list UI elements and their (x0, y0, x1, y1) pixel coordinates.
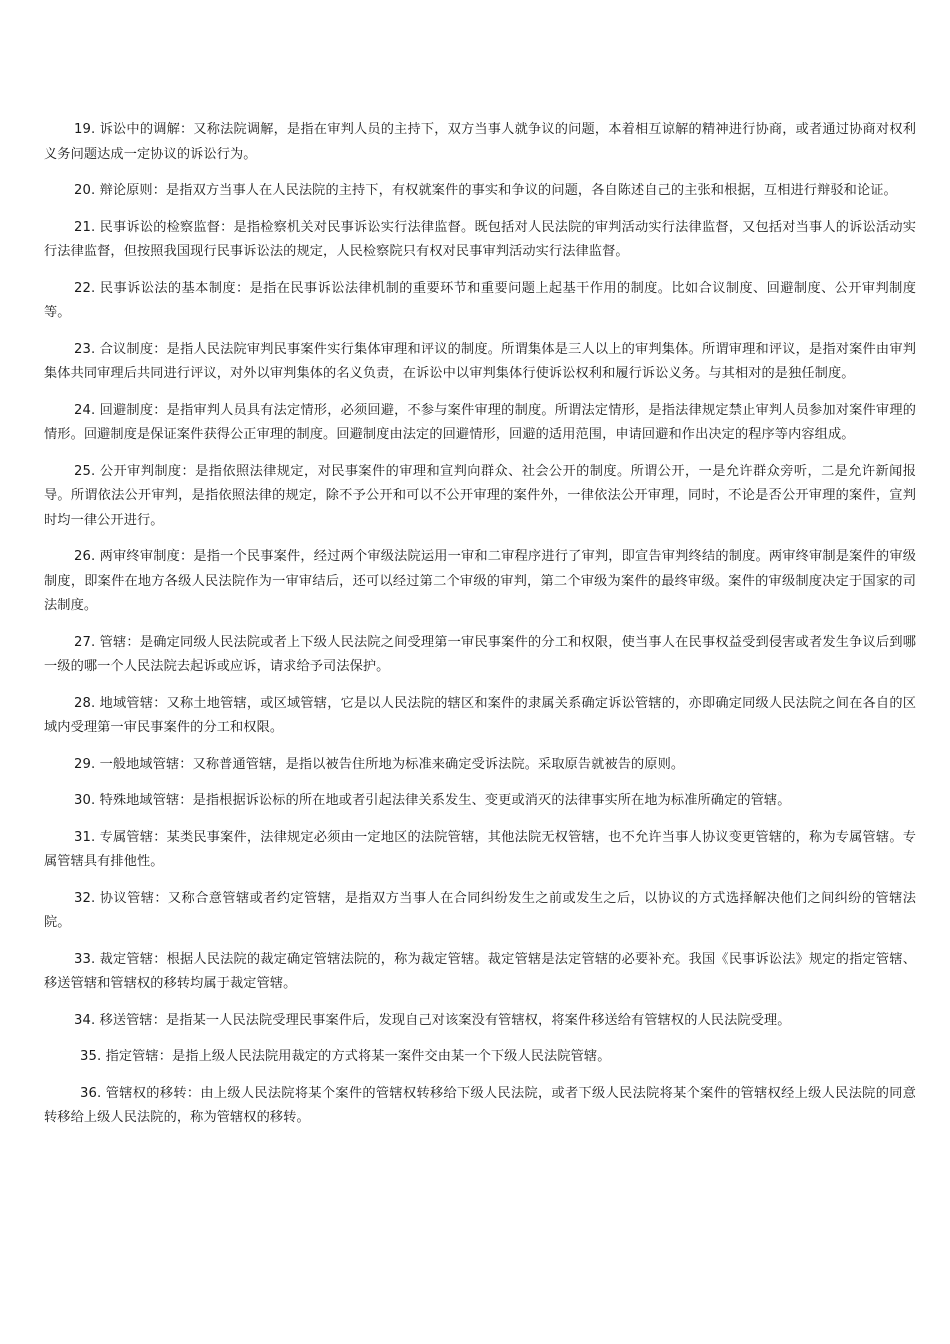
paragraph-34: 34. 移送管辖：是指某一人民法院受理民事案件后，发现自己对该案没有管辖权，将案件移送给有管辖权的人民法院受理。 (74, 1012, 791, 1028)
paragraph-22: 22. 民事诉讼法的基本制度：是指在民事诉讼法律机制的重要环节和重要问题上起基干作用的制度。比如合议制度、回避制度、公开审判制度等。 (44, 280, 916, 320)
paragraph-27: 27. 管辖：是确定同级人民法院或者上下级人民法院之间受理第一审民事案件的分工和权限，使当事人在民事权益受到侵害或者发生争议后到哪一级的哪一个人民法院去起诉或应诉，请求给予司法保护。 (44, 634, 916, 674)
paragraph-35: 35. 指定管辖：是指上级人民法院用裁定的方式将某一案件交由某一个下级人民法院管辖。 (80, 1049, 611, 1064)
paragraph-28: 28. 地域管辖：又称土地管辖，或区域管辖，它是以人民法院的辖区和案件的隶属关系确定诉讼管辖的，亦即确定同级人民法院之间在各自的区域内受理第一审民事案件的分工和权限。 (44, 695, 916, 735)
paragraph-36: 36. 管辖权的移转：由上级人民法院将某个案件的管辖权转移给下级人民法院，或者下级人民法院将某个案件的管辖权经上级人民法院的同意转移给上级人民法院的，称为管辖权的移转。 (44, 1085, 916, 1125)
paragraph-20: 20. 辩论原则：是指双方当事人在人民法院的主持下，有权就案件的事实和争议的问题，各自陈述自己的主张和根据，互相进行辩驳和论证。 (74, 183, 897, 198)
paragraph-26: 26. 两审终审制度：是指一个民事案件，经过两个审级法院运用一审和二审程序进行了审判，即宣告审判终结的制度。两审终审制是案件的审级制度，即案件在地方各级人民法院作为一审审结后，还可以经过第二个审级的审判，第二个审级为案件的最终审级。案件的审级制度决定于国家的司法制度。 (44, 549, 916, 613)
paragraph-29: 29. 一般地域管辖：又称普通管辖，是指以被告住所地为标准来确定受诉法院。采取原告就被告的原则。 (74, 756, 685, 772)
paragraph-31: 31. 专属管辖：某类民事案件，法律规定必须由一定地区的法院管辖，其他法院无权管辖，也不允许当事人协议变更管辖的，称为专属管辖。专属管辖具有排他性。 (44, 829, 916, 869)
paragraph-30: 30. 特殊地域管辖：是指根据诉讼标的所在地或者引起法律关系发生、变更或消灭的法律事实所在地为标准所确定的管辖。 (74, 793, 791, 808)
paragraph-24: 24. 回避制度：是指审判人员具有法定情形，必须回避，不参与案件审理的制度。所谓法定情形，是指法律规定禁止审判人员参加对案件审理的情形。回避制度是保证案件获得公正审理的制度。回避制度由法定的回避情形，回避的适用范围，申请回避和作出决定的程序等内容组成。 (44, 402, 916, 442)
paragraph-19: 19. 诉讼中的调解：又称法院调解，是指在审判人员的主持下，双方当事人就争议的问题，本着相互谅解的精神进行协商，或者通过协商对权利义务问题达成一定协议的诉讼行为。 (44, 122, 916, 162)
paragraph-25: 25. 公开审判制度：是指依照法律规定，对民事案件的审理和宣判向群众、社会公开的制度。所谓公开，一是允许群众旁听，二是允许新闻报导。所谓依法公开审判，是指依照法律的规定，除不予公开和可以不公开审理的案件外，一律依法公开审理，同时，不论是否公开审理的案件，宣判时均一律公开进行。 (44, 463, 916, 528)
paragraph-23: 23. 合议制度：是指人民法院审判民事案件实行集体审理和评议的制度。所谓集体是三人以上的审判集体。所谓审理和评议，是指对案件由审判集体共同审理后共同进行评议，对外以审判集体的名义负责，在诉讼中以审判集体行使诉讼权利和履行诉讼义务。与其相对的是独任制度。 (44, 341, 916, 381)
paragraph-21: 21. 民事诉讼的检察监督：是指检察机关对民事诉讼实行法律监督。既包括对人民法院的审判活动实行法律监督，又包括对当事人的诉讼活动实行法律监督，但按照我国现行民事诉讼法的规定，人民检察院只有权对民事审判活动实行法律监督。 (44, 219, 916, 259)
document-body (44, 118, 916, 1143)
paragraph-33: 33. 裁定管辖：根据人民法院的裁定确定管辖法院的，称为裁定管辖。裁定管辖是法定管辖的必要补充。我国《民事诉讼法》规定的指定管辖、移送管辖和管辖权的移转均属于裁定管辖。 (44, 951, 916, 991)
paragraph-32: 32. 协议管辖：又称合意管辖或者约定管辖，是指双方当事人在合同纠纷发生之前或发生之后，以协议的方式选择解决他们之间纠纷的管辖法院。 (44, 890, 916, 930)
